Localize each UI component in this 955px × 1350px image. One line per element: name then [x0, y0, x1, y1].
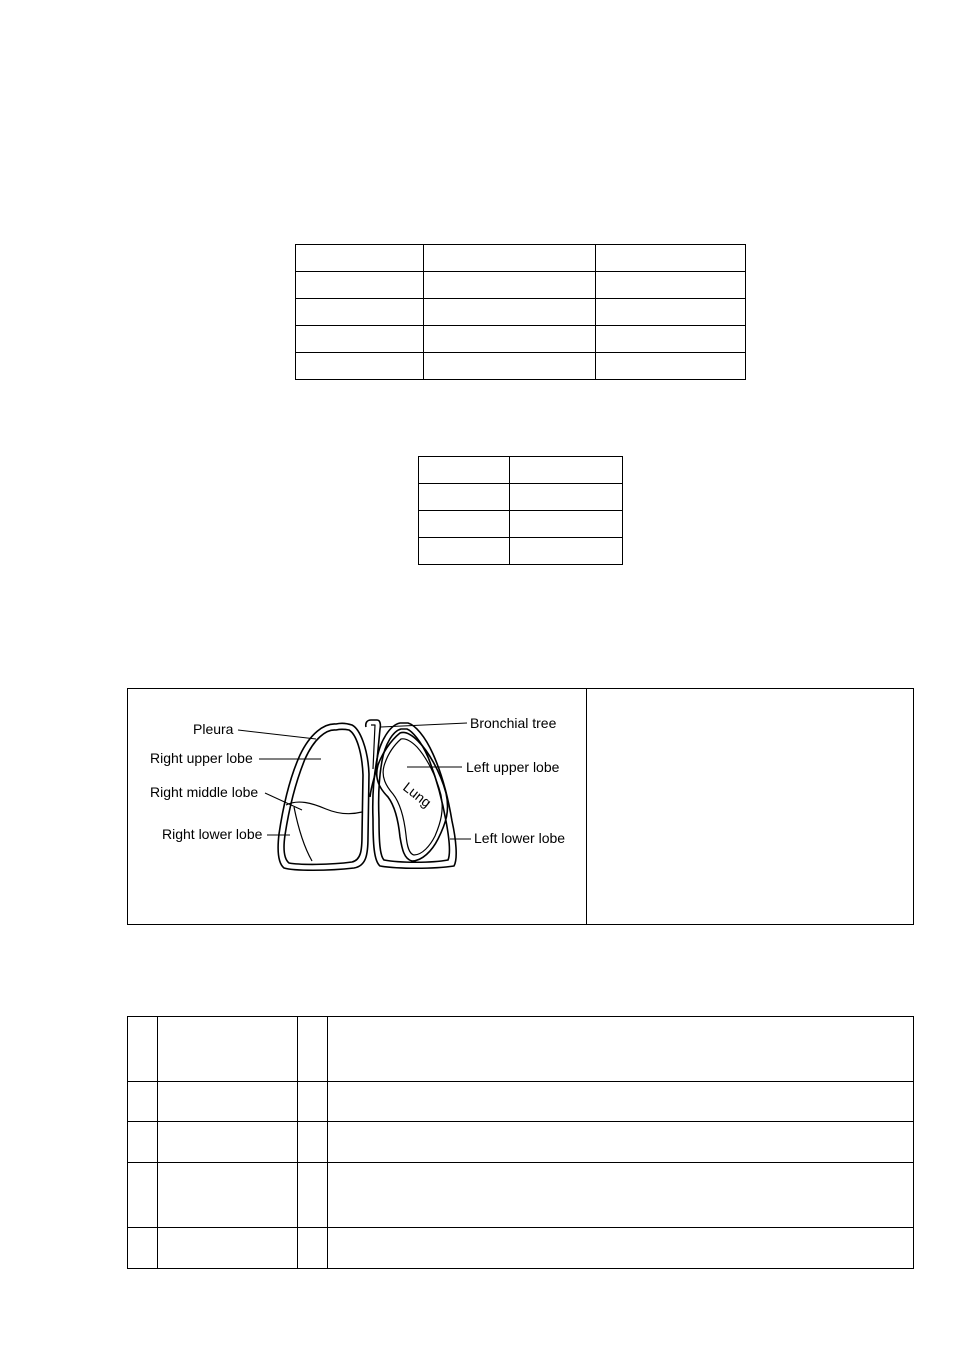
- right-lung-inner-outline: [284, 729, 363, 864]
- figure-divider: [586, 689, 587, 924]
- table-row: [128, 1163, 914, 1228]
- right-lung-outer-outline: [278, 723, 369, 870]
- label-right-upper-lobe: Right upper lobe: [150, 750, 253, 766]
- grid-table-b: [418, 456, 623, 565]
- label-pleura: Pleura: [193, 721, 234, 737]
- right-oblique-fissure: [294, 807, 312, 861]
- table-row: [128, 1228, 914, 1269]
- label-left-lower-lobe: Left lower lobe: [474, 830, 566, 846]
- label-bronchial-tree: Bronchial tree: [470, 715, 557, 731]
- table-row: [419, 538, 623, 565]
- leader-pleura: [238, 730, 316, 739]
- table-row: [128, 1082, 914, 1122]
- label-left-upper-lobe: Left upper lobe: [466, 759, 560, 775]
- lung-figure-box: [127, 688, 914, 925]
- grid-table-c: [127, 1016, 914, 1269]
- table-row: [128, 1122, 914, 1163]
- label-right-lower-lobe: Right lower lobe: [162, 826, 263, 842]
- grid-table-a: [295, 244, 746, 380]
- table-row: [296, 272, 746, 299]
- table-row: [296, 245, 746, 272]
- label-right-middle-lobe: Right middle lobe: [150, 784, 259, 800]
- table-row: [419, 484, 623, 511]
- table-row: [296, 326, 746, 353]
- table-row: [419, 457, 623, 484]
- table-row: [419, 511, 623, 538]
- trachea-inner-outline: [371, 725, 375, 769]
- table-row: [296, 353, 746, 380]
- table-row: [128, 1017, 914, 1082]
- lung-diagram: [128, 689, 586, 924]
- table-row: [296, 299, 746, 326]
- label-lung: Lung: [400, 778, 435, 811]
